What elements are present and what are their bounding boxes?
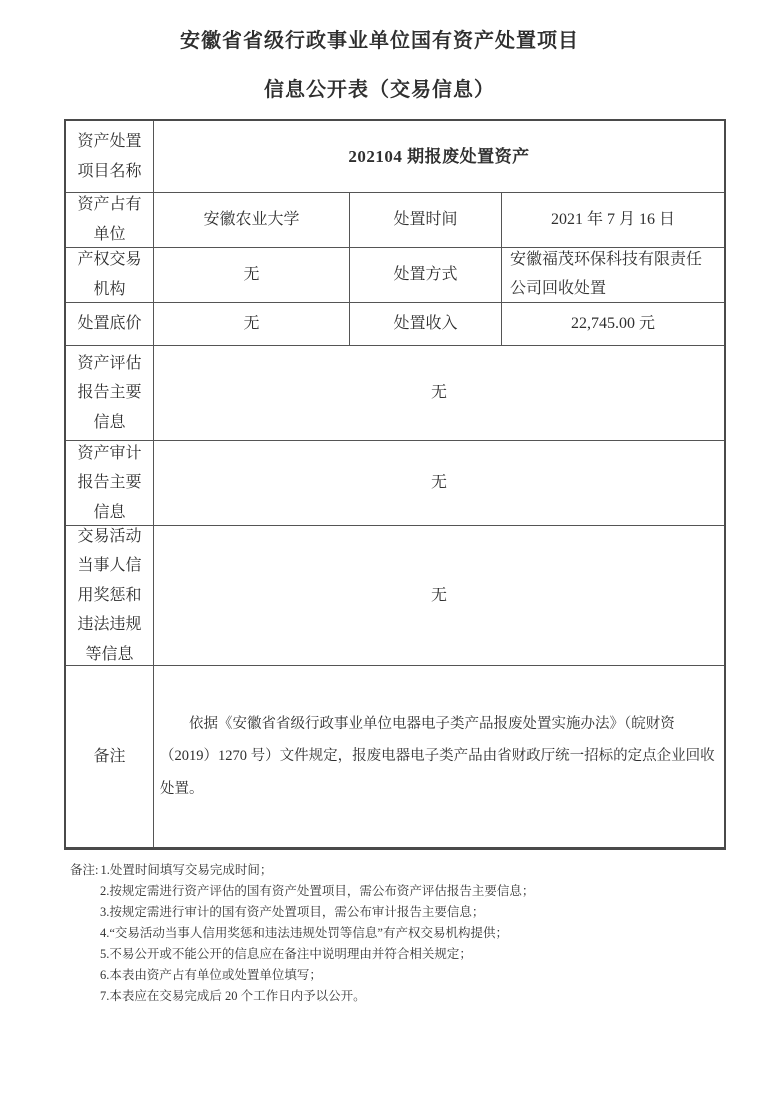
disposal-time-label: 处置时间 bbox=[350, 193, 502, 248]
project-name-label: 资产处置项目名称 bbox=[66, 121, 154, 193]
project-name-value: 202104 期报废处置资产 bbox=[154, 121, 724, 193]
asset-holder-label: 资产占有单位 bbox=[66, 193, 154, 248]
remark-text: 依据《安徽省省级行政事业单位电器电子类产品报废处置实施办法》（皖财资（2019）1270 号）文件规定，报废电器电子类产品由省财政厅统一招标的定点企业回收处置。 bbox=[160, 715, 715, 797]
footnote-item-1: 1.处置时间填写交易完成时间； bbox=[100, 863, 273, 877]
asset-holder-value: 安徽农业大学 bbox=[154, 193, 350, 248]
page-subtitle: 信息公开表（交易信息） bbox=[264, 79, 495, 101]
info-table bbox=[64, 119, 726, 850]
remark-label: 备注 bbox=[66, 666, 154, 847]
footnote-item-3: 3.按规定需进行审计的国有资产处置项目，需公布审计报告主要信息； bbox=[100, 905, 485, 919]
footnote-item-7: 7.本表应在交易完成后 20 个工作日内予以公开。 bbox=[100, 989, 366, 1003]
footnote-item-5: 5.不易公开或不能公开的信息应在备注中说明理由并符合相关规定； bbox=[100, 947, 472, 961]
page-title: 安徽省省级行政事业单位国有资产处置项目 bbox=[180, 30, 579, 52]
disposal-method-value: 安徽福茂环保科技有限责任公司回收处置 bbox=[502, 248, 724, 303]
evaluation-report-label: 资产评估报告主要信息 bbox=[66, 346, 154, 441]
credit-info-label: 交易活动当事人信用奖惩和违法违规等信息 bbox=[66, 526, 154, 666]
disposal-income-label: 处置收入 bbox=[350, 303, 502, 346]
audit-report-value: 无 bbox=[154, 441, 724, 526]
evaluation-report-value: 无 bbox=[154, 346, 724, 441]
footnote-line-1 bbox=[70, 860, 759, 881]
footnotes bbox=[70, 860, 759, 1007]
footnote-item-6: 6.本表由资产占有单位或处置单位填写； bbox=[100, 968, 322, 982]
footnotes-prefix: 备注: bbox=[70, 863, 99, 877]
audit-report-label: 资产审计报告主要信息 bbox=[66, 441, 154, 526]
footnote-item-2: 2.按规定需进行资产评估的国有资产处置项目，需公布资产评估报告主要信息； bbox=[100, 884, 535, 898]
trading-agency-value: 无 bbox=[154, 248, 350, 303]
reserve-price-label: 处置底价 bbox=[66, 303, 154, 346]
trading-agency-label: 产权交易机构 bbox=[66, 248, 154, 303]
disposal-income-value: 22,745.00 元 bbox=[502, 303, 724, 346]
reserve-price-value: 无 bbox=[154, 303, 350, 346]
credit-info-value: 无 bbox=[154, 526, 724, 666]
disposal-method-label: 处置方式 bbox=[350, 248, 502, 303]
disposal-time-value: 2021 年 7 月 16 日 bbox=[502, 193, 724, 248]
remark-value bbox=[154, 666, 724, 847]
footnote-item-4: 4.“交易活动当事人信用奖惩和违法违规处罚等信息”有产权交易机构提供； bbox=[100, 926, 508, 940]
